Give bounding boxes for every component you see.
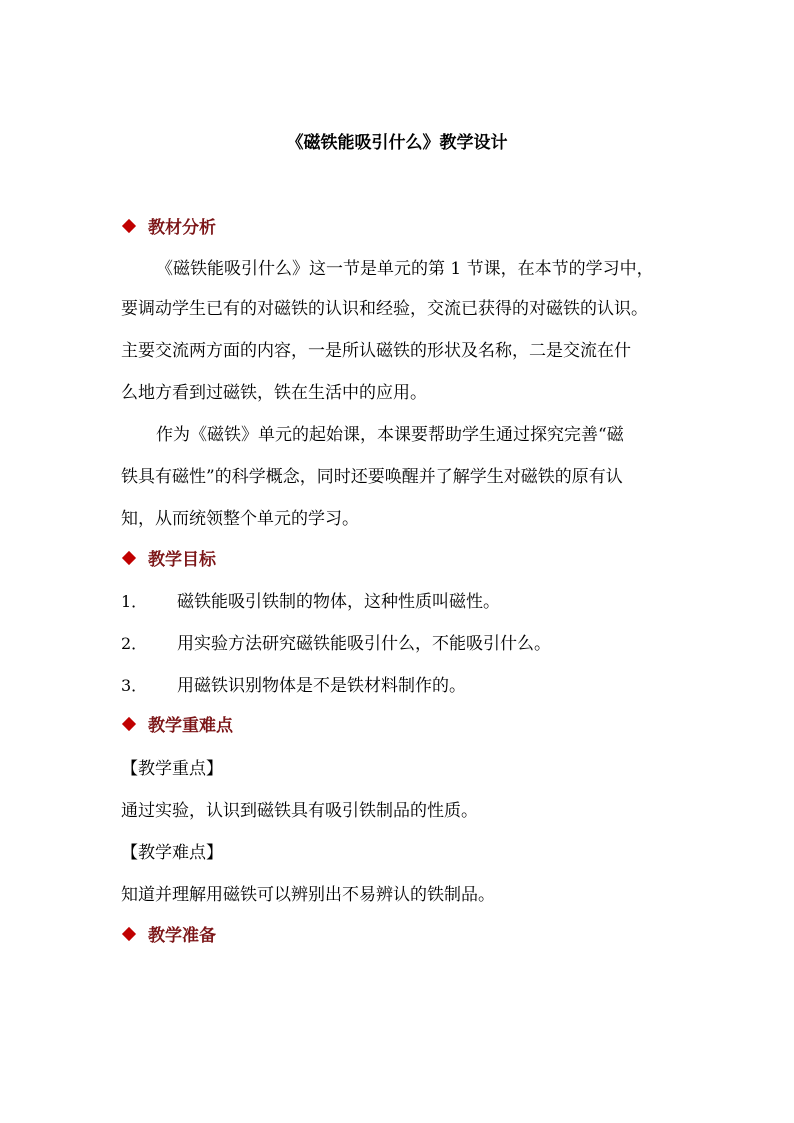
paragraph-line: 《磁铁能吸引什么》这一节是单元的第 1 节课，在本节的学习中， bbox=[156, 259, 654, 279]
paragraph-line: 要调动学生已有的对磁铁的认识和经验，交流已获得的对磁铁的认识。 bbox=[121, 299, 648, 319]
paragraph-line: 知，从而统领整个单元的学习。 bbox=[121, 509, 359, 529]
heading-text: 教材分析 bbox=[148, 218, 216, 238]
section-heading-goals bbox=[121, 547, 216, 573]
heading-text: 教学重难点 bbox=[148, 716, 233, 736]
heading-text: 教学目标 bbox=[148, 550, 216, 570]
section-heading-preparation bbox=[121, 923, 216, 949]
diamond-bullet-icon bbox=[122, 551, 136, 565]
section-heading-analysis bbox=[121, 215, 216, 241]
focus-label: 【教学重点】 bbox=[121, 759, 223, 779]
section-heading-key-points bbox=[121, 713, 233, 739]
document-title: 《磁铁能吸引什么》教学设计 bbox=[286, 133, 508, 153]
focus-text: 通过实验，认识到磁铁具有吸引铁制品的性质。 bbox=[121, 801, 478, 821]
goal-number: 3． bbox=[121, 676, 148, 695]
diamond-bullet-icon bbox=[122, 717, 136, 731]
difficulty-label: 【教学难点】 bbox=[121, 843, 223, 863]
goal-text: 磁铁能吸引铁制的物体，这种性质叫磁性。 bbox=[177, 592, 500, 612]
goal-text: 用磁铁识别物体是不是铁材料制作的。 bbox=[177, 676, 466, 696]
paragraph-line: 么地方看到过磁铁，铁在生活中的应用。 bbox=[121, 383, 427, 403]
goal-number: 1． bbox=[121, 592, 148, 611]
heading-text: 教学准备 bbox=[148, 926, 216, 946]
paragraph-line: 作为《磁铁》单元的起始课，本课要帮助学生通过探究完善“磁 bbox=[156, 425, 624, 445]
paragraph-line: 铁具有磁性”的科学概念，同时还要唤醒并了解学生对磁铁的原有认 bbox=[121, 467, 623, 487]
goal-number: 2． bbox=[121, 634, 148, 653]
goal-text: 用实验方法研究磁铁能吸引什么，不能吸引什么。 bbox=[177, 634, 551, 654]
diamond-bullet-icon bbox=[122, 219, 136, 233]
paragraph-line: 主要交流两方面的内容，一是所认磁铁的形状及名称，二是交流在什 bbox=[121, 341, 631, 361]
difficulty-text: 知道并理解用磁铁可以辨别出不易辨认的铁制品。 bbox=[121, 885, 495, 905]
diamond-bullet-icon bbox=[122, 927, 136, 941]
